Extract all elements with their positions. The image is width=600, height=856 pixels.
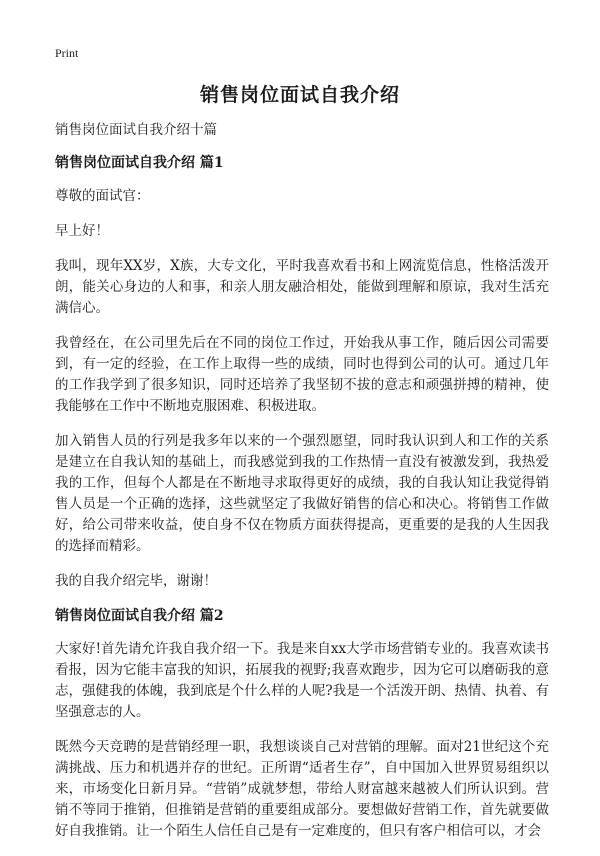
- document-subtitle: 销售岗位面试自我介绍十篇: [55, 122, 217, 138]
- page-title: 销售岗位面试自我介绍: [199, 84, 400, 106]
- paragraph: 加入销售人员的行列是我多年以来的一个强烈愿望，同时我认识到人和工作的关系是建立在自我认知的基础上，而我感觉到我的工作热情一直没有被激发到，我热爱我的工作，但每个人都是在不断地寻求取得更好的成绩，我的自我认知让我觉得销售人员是一个正确的选择，这些就坚定了我做好销售的信心和决心。将销售工作做好，给公司带来收益，使自身不仅在物质方面获得提高，更重要的是我的人生因我的选择而精彩。: [55, 433, 549, 554]
- paragraph: 我叫，现年XX岁，X族，大专文化，平时我喜欢看书和上网流览信息，性格活泼开朗，能关心身边的人和事，和亲人朋友融洽相处，能做到理解和原谅，我对生活充满信心。: [55, 258, 549, 316]
- document-body: [55, 120, 549, 856]
- section-heading-2: 销售岗位面试自我介绍 篇2: [55, 608, 224, 624]
- paragraph: 我曾经在，在公司里先后在不同的岗位工作过，开始我从事工作，随后因公司需要到，有一定的经验，在工作上取得一些的成绩，同时也得到公司的认可。通过几年的工作我学到了很多知识，同时还培养了我坚韧不拔的意志和顽强拼搏的精神，使我能够在工作中不断地克服困难、积极进取。: [55, 335, 549, 414]
- paragraph: 大家好!首先请允许我自我介绍一下。我是来自xx大学市场营销专业的。我喜欢读书看报，因为它能丰富我的知识，拓展我的视野;我喜欢跑步，因为它可以磨砺我的意志，强健我的体魄，我到底是个什么样的人呢?我是一个活泼开朗、热情、执着、有坚强意志的人。: [55, 641, 549, 720]
- section-heading-1: 销售岗位面试自我介绍 篇1: [55, 155, 224, 171]
- paragraph: 尊敬的面试官：: [55, 188, 150, 204]
- paragraph: 早上好！: [55, 223, 109, 239]
- paragraph: 我的自我介绍完毕，谢谢！: [55, 573, 217, 589]
- paragraph: 既然今天竞聘的是营销经理一职，我想谈谈自己对营销的理解。面对21世纪这个充满挑战、压力和机遇并存的世纪。正所谓“适者生存”，自中国加入世界贸易组织以来，市场变化日新月异。“营销”成就梦想，带给人财富越来越被人们所认识到。营销不等同于推销，但推销是营销的重要组成部分。要想做好营销工作，首先就要做好自我推销。让一个陌生人信任自己是有一定难度的，但只有客户相信可以，才会: [55, 739, 549, 839]
- print-link[interactable]: Print: [55, 46, 79, 60]
